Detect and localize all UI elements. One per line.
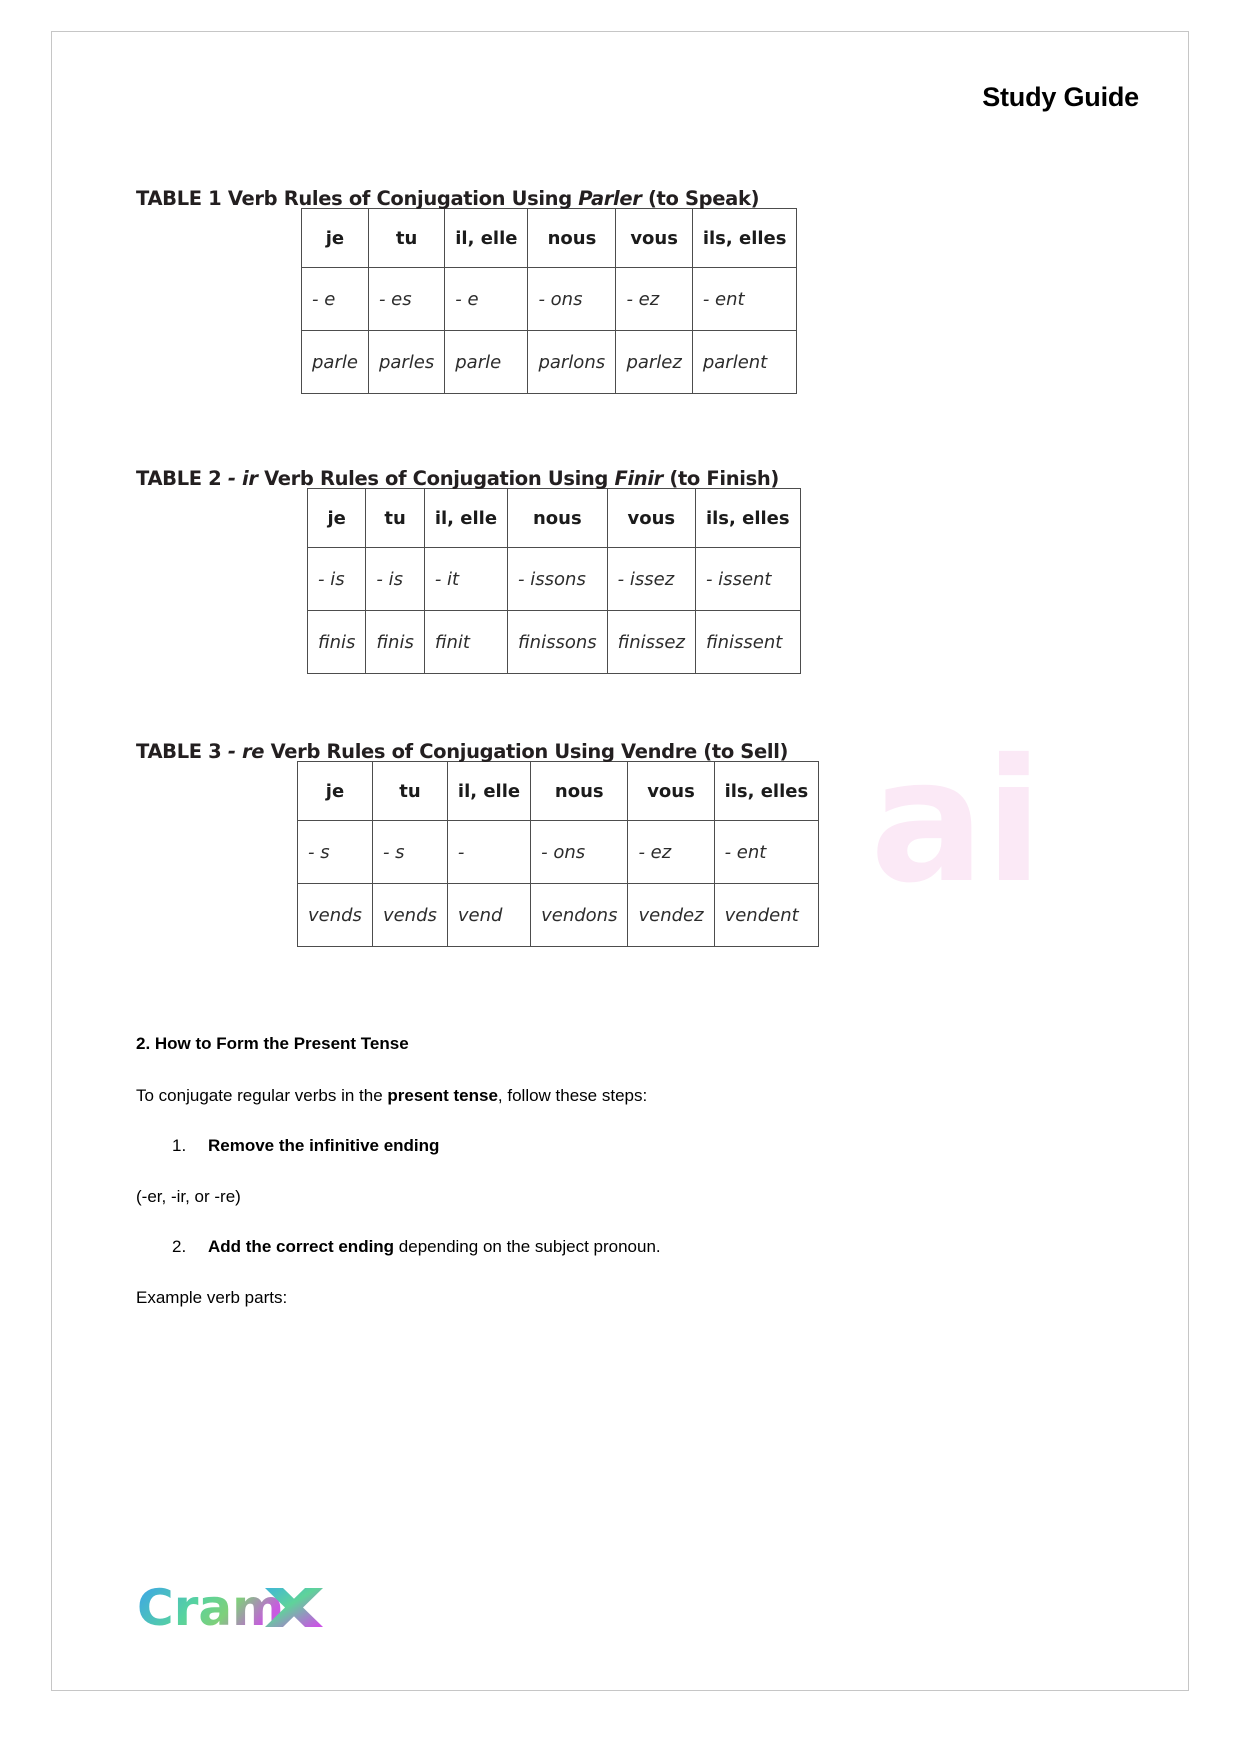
table-3-caption-pre: Verb Rules of Conjugation Using Vendre (to Sell) <box>264 740 789 763</box>
table-cell-form: vendent <box>714 884 819 947</box>
ordered-steps-continued <box>136 1235 1096 1260</box>
table-cell-ending: - ent <box>692 268 797 331</box>
table-row <box>298 762 819 821</box>
table-row <box>298 884 819 947</box>
table-header-cell: ils, elles <box>692 209 797 268</box>
cramx-logo-icon <box>137 1580 332 1638</box>
steps-list-2 <box>136 1235 1096 1260</box>
table-3-label: TABLE 3 <box>136 740 222 763</box>
table-cell-form: parle <box>445 331 528 394</box>
step-2-label: Add the correct ending <box>208 1237 395 1256</box>
table-header-cell: vous <box>616 209 692 268</box>
step-1-note: (-er, -ir, or -re) <box>136 1187 241 1206</box>
table-1-label: TABLE 1 <box>136 187 222 210</box>
table-cell-form: parlez <box>616 331 692 394</box>
table-header-cell: ils, elles <box>714 762 819 821</box>
conjugation-table-2 <box>307 488 801 674</box>
table-header-cell: tu <box>366 489 424 548</box>
step-2-number: 2. <box>172 1237 187 1256</box>
table-header-cell: tu <box>372 762 447 821</box>
table-cell-ending: - is <box>366 548 424 611</box>
table-row <box>302 209 797 268</box>
table-cell-form: vends <box>298 884 373 947</box>
step-2-rest: depending on the subject pronoun. <box>394 1237 661 1256</box>
table-header-cell: nous <box>531 762 628 821</box>
table-cell-ending: - <box>447 821 530 884</box>
intro-text-bold: present tense <box>387 1086 498 1105</box>
table-row <box>302 268 797 331</box>
table-2-caption-post: (to Finish) <box>662 467 779 490</box>
step-1-number: 1. <box>172 1136 187 1155</box>
table-cell-ending: - ez <box>616 268 692 331</box>
example-label: Example verb parts: <box>136 1288 288 1307</box>
table-2-label: TABLE 2 <box>136 467 222 490</box>
table-cell-form: vendez <box>628 884 714 947</box>
table-row <box>308 611 801 674</box>
table-header-cell: il, elle <box>447 762 530 821</box>
section-intro-paragraph <box>136 1084 1096 1109</box>
table-cell-ending: - ons <box>531 821 628 884</box>
list-item <box>136 1235 1096 1260</box>
table-header-cell: il, elle <box>424 489 507 548</box>
table-2-caption-pre: Verb Rules of Conjugation Using <box>257 467 615 490</box>
table-header-cell: il, elle <box>445 209 528 268</box>
conjugation-table-1 <box>301 208 797 394</box>
table-block-1 <box>52 187 1188 394</box>
table-cell-ending: - issent <box>695 548 800 611</box>
cramx-logo-wordmark: Cram <box>137 1580 285 1637</box>
table-cell-form: parlent <box>692 331 797 394</box>
section-heading: 2. How to Form the Present Tense <box>136 1034 409 1053</box>
table-row <box>298 821 819 884</box>
table-header-cell: vous <box>628 762 714 821</box>
table-1-caption-post: (to Speak) <box>641 187 760 210</box>
table-cell-ending: - es <box>368 268 444 331</box>
table-cell-ending: - ons <box>528 268 616 331</box>
table-cell-ending: - it <box>424 548 507 611</box>
table-cell-ending: - e <box>445 268 528 331</box>
table-2-caption-lead: - ir <box>227 467 258 490</box>
table-2-caption <box>136 467 1188 490</box>
table-cell-ending: - s <box>372 821 447 884</box>
table-row <box>308 489 801 548</box>
table-cell-form: finissent <box>695 611 800 674</box>
table-header-cell: tu <box>368 209 444 268</box>
table-header-cell: nous <box>508 489 608 548</box>
table-3-caption <box>136 740 1188 763</box>
table-cell-form: parles <box>368 331 444 394</box>
table-3-caption-lead: - re <box>227 740 265 763</box>
table-header-cell: je <box>298 762 373 821</box>
step-1-label: Remove the infinitive ending <box>208 1136 440 1155</box>
table-row <box>302 331 797 394</box>
table-1-caption-pre: Verb Rules of Conjugation Using <box>227 187 579 210</box>
table-1-caption-verb: Parler <box>578 187 642 210</box>
table-cell-form: finis <box>366 611 424 674</box>
table-header-cell: vous <box>607 489 695 548</box>
intro-text-c: , follow these steps: <box>497 1086 648 1105</box>
document-page <box>51 31 1189 1691</box>
steps-list <box>136 1134 1096 1159</box>
table-header-cell: nous <box>528 209 616 268</box>
cramx-logo <box>137 1580 332 1638</box>
table-cell-form: vend <box>447 884 530 947</box>
table-cell-form: vends <box>372 884 447 947</box>
table-block-2 <box>52 467 1188 674</box>
table-cell-form: vendons <box>531 884 628 947</box>
table-cell-form: finit <box>424 611 507 674</box>
table-header-cell: je <box>308 489 366 548</box>
table-header-cell: je <box>302 209 369 268</box>
table-cell-ending: - issons <box>508 548 608 611</box>
page-title: Study Guide <box>982 82 1139 112</box>
table-header-cell: ils, elles <box>695 489 800 548</box>
intro-text-a: To conjugate regular verbs in the <box>136 1086 388 1105</box>
conjugation-table-3 <box>297 761 819 947</box>
table-cell-ending: - is <box>308 548 366 611</box>
ordered-steps <box>136 1134 1096 1159</box>
ai-watermark: ai <box>870 723 1043 921</box>
table-cell-form: finissez <box>607 611 695 674</box>
list-item <box>136 1134 1096 1159</box>
table-cell-ending: - ez <box>628 821 714 884</box>
table-row <box>308 548 801 611</box>
table-cell-form: finis <box>308 611 366 674</box>
table-cell-ending: - ent <box>714 821 819 884</box>
table-cell-ending: - issez <box>607 548 695 611</box>
table-cell-form: finissons <box>508 611 608 674</box>
table-cell-ending: - s <box>298 821 373 884</box>
table-cell-ending: - e <box>302 268 369 331</box>
table-1-caption <box>136 187 1188 210</box>
table-2-caption-verb: Finir <box>614 467 663 490</box>
table-cell-form: parlons <box>528 331 616 394</box>
table-cell-form: parle <box>302 331 369 394</box>
table-block-3 <box>52 740 1188 947</box>
